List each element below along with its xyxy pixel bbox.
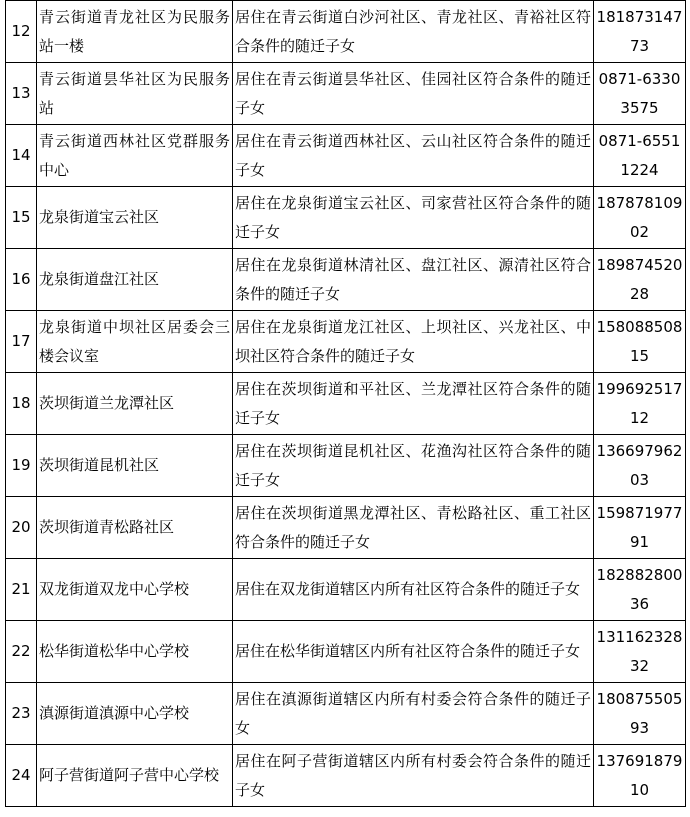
location-cell: 青云街道西林社区党群服务中心: [37, 125, 233, 187]
table-row: [6, 373, 686, 435]
phone-cell: 18087550593: [594, 683, 686, 745]
table-row: [6, 745, 686, 807]
registration-points-table: [5, 0, 686, 807]
row-number-cell: 24: [6, 745, 37, 807]
location-cell: 龙泉街道宝云社区: [37, 187, 233, 249]
table-row: [6, 683, 686, 745]
table-row: [6, 187, 686, 249]
table-row: [6, 63, 686, 125]
location-cell: 双龙街道双龙中心学校: [37, 559, 233, 621]
table-row: [6, 125, 686, 187]
row-number-cell: 17: [6, 311, 37, 373]
scope-cell: 居住在茨坝街道昆机社区、花渔沟社区符合条件的随迁子女: [233, 435, 594, 497]
scope-cell: 居住在青云街道白沙河社区、青龙社区、青裕社区符合条件的随迁子女: [233, 1, 594, 63]
row-number-cell: 15: [6, 187, 37, 249]
table-body: [6, 1, 686, 807]
scope-cell: 居住在茨坝街道和平社区、兰龙潭社区符合条件的随迁子女: [233, 373, 594, 435]
phone-cell: 18787810902: [594, 187, 686, 249]
table-row: [6, 435, 686, 497]
row-number-cell: 13: [6, 63, 37, 125]
location-cell: 茨坝街道兰龙潭社区: [37, 373, 233, 435]
scope-cell: 居住在龙泉街道宝云社区、司家营社区符合条件的随迁子女: [233, 187, 594, 249]
scope-cell: 居住在龙泉街道林清社区、盘江社区、源清社区符合条件的随迁子女: [233, 249, 594, 311]
location-cell: 龙泉街道盘江社区: [37, 249, 233, 311]
table-row: [6, 1, 686, 63]
scope-cell: 居住在茨坝街道黑龙潭社区、青松路社区、重工社区符合条件的随迁子女: [233, 497, 594, 559]
scope-cell: 居住在青云街道西林社区、云山社区符合条件的随迁子女: [233, 125, 594, 187]
scope-cell: 居住在龙泉街道龙江社区、上坝社区、兴龙社区、中坝社区符合条件的随迁子女: [233, 311, 594, 373]
phone-cell: 18187314773: [594, 1, 686, 63]
phone-cell: 18288280036: [594, 559, 686, 621]
row-number-cell: 20: [6, 497, 37, 559]
table-row: [6, 559, 686, 621]
row-number-cell: 19: [6, 435, 37, 497]
location-cell: 龙泉街道中坝社区居委会三楼会议室: [37, 311, 233, 373]
table-row: [6, 621, 686, 683]
phone-cell: 13116232832: [594, 621, 686, 683]
location-cell: 松华街道松华中心学校: [37, 621, 233, 683]
phone-cell: 13669796203: [594, 435, 686, 497]
location-cell: 青云街道青龙社区为民服务站一楼: [37, 1, 233, 63]
row-number-cell: 22: [6, 621, 37, 683]
phone-cell: 13769187910: [594, 745, 686, 807]
location-cell: 茨坝街道青松路社区: [37, 497, 233, 559]
location-cell: 滇源街道滇源中心学校: [37, 683, 233, 745]
row-number-cell: 21: [6, 559, 37, 621]
scope-cell: 居住在松华街道辖区内所有社区符合条件的随迁子女: [233, 621, 594, 683]
phone-cell: 19969251712: [594, 373, 686, 435]
row-number-cell: 16: [6, 249, 37, 311]
location-cell: 阿子营街道阿子营中心学校: [37, 745, 233, 807]
row-number-cell: 23: [6, 683, 37, 745]
row-number-cell: 12: [6, 1, 37, 63]
scope-cell: 居住在青云街道昙华社区、佳园社区符合条件的随迁子女: [233, 63, 594, 125]
scope-cell: 居住在双龙街道辖区内所有社区符合条件的随迁子女: [233, 559, 594, 621]
phone-cell: 0871-65511224: [594, 125, 686, 187]
row-number-cell: 14: [6, 125, 37, 187]
phone-cell: 15987197791: [594, 497, 686, 559]
table-row: [6, 249, 686, 311]
location-cell: 青云街道昙华社区为民服务站: [37, 63, 233, 125]
scope-cell: 居住在滇源街道辖区内所有村委会符合条件的随迁子女: [233, 683, 594, 745]
table-row: [6, 311, 686, 373]
location-cell: 茨坝街道昆机社区: [37, 435, 233, 497]
table-row: [6, 497, 686, 559]
row-number-cell: 18: [6, 373, 37, 435]
phone-cell: 15808850815: [594, 311, 686, 373]
scope-cell: 居住在阿子营街道辖区内所有村委会符合条件的随迁子女: [233, 745, 594, 807]
phone-cell: 0871-63303575: [594, 63, 686, 125]
phone-cell: 18987452028: [594, 249, 686, 311]
